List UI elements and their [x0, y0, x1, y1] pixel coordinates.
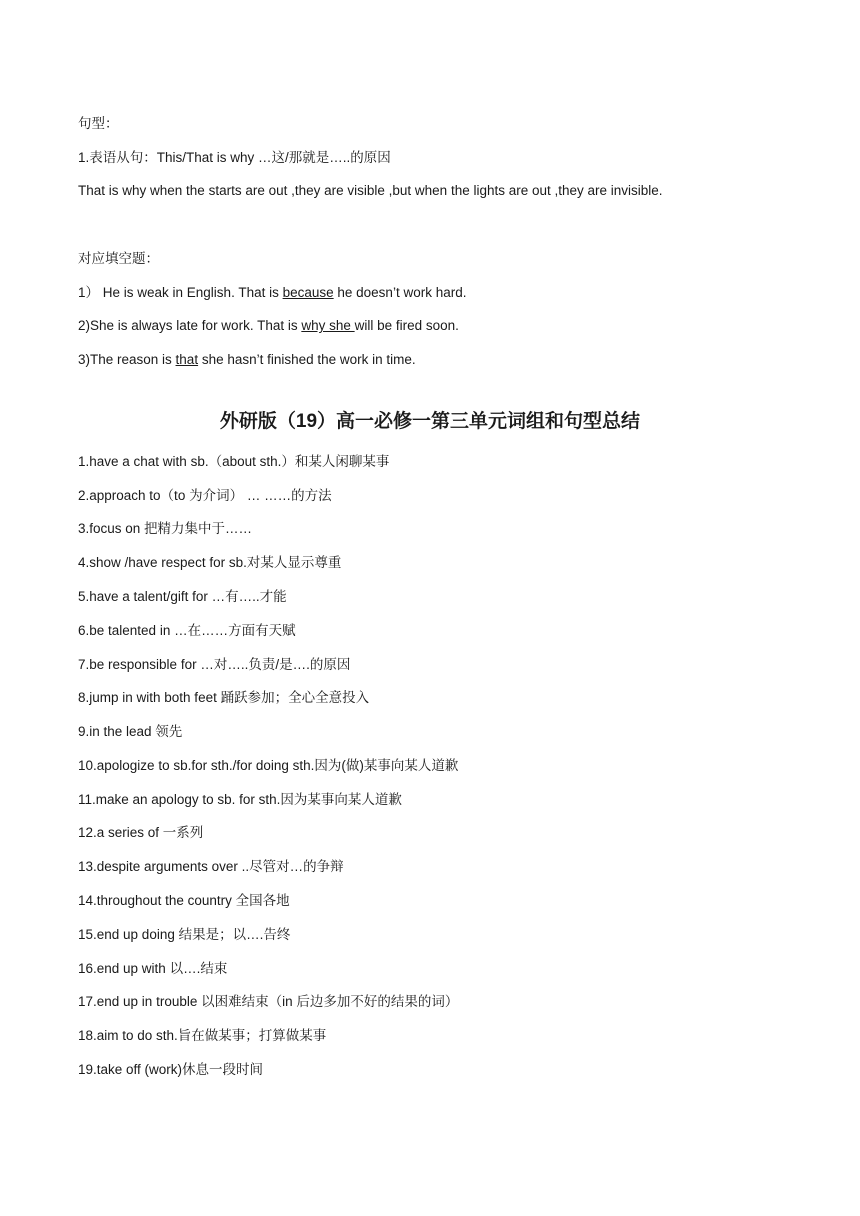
exercise-text: 3)The reason is [78, 352, 176, 367]
exercise-item [78, 317, 459, 335]
phrase-item: 16.end up with 以….结束 [78, 961, 228, 976]
intro-heading: 句型： [78, 116, 119, 131]
phrase-item: 1.have a chat with sb.（about sth.）和某人闲聊某事 [78, 454, 390, 469]
phrase-item: 14.throughout the country 全国各地 [78, 893, 290, 908]
phrase-item: 3.focus on 把精力集中于…… [78, 521, 253, 536]
phrase-item: 9.in the lead 领先 [78, 724, 183, 739]
exercise-text: 1） He is weak in English. That is [78, 285, 283, 300]
exercise-text: she hasn’t finished the work in time. [198, 352, 416, 367]
section-title: 外研版（19）高一必修一第三单元词组和句型总结 [219, 411, 641, 432]
exercise-heading: 对应填空题： [78, 251, 159, 266]
phrase-item: 8.jump in with both feet 踊跃参加；全心全意投入 [78, 690, 370, 705]
phrase-item: 11.make an apology to sb. for sth.因为某事向某人道歉 [78, 792, 402, 807]
intro-pattern: 1.表语从句：This/That is why …这/那就是…..的原因 [78, 150, 391, 165]
exercise-text: will be fired soon. [354, 318, 459, 333]
phrase-item: 4.show /have respect for sb.对某人显示尊重 [78, 555, 342, 570]
exercise-text: he doesn’t work hard. [333, 285, 467, 300]
exercise-text: 2)She is always late for work. That is [78, 318, 302, 333]
exercise-answer: that [175, 352, 199, 367]
exercise-answer: because [282, 285, 334, 300]
phrase-item: 6.be talented in …在……方面有天赋 [78, 623, 296, 638]
phrase-item: 15.end up doing 结果是；以….告终 [78, 927, 291, 942]
intro-example: That is why when the starts are out ,they are visible ,but when the lights are out ,they are invisible. [78, 183, 663, 198]
phrase-item: 2.approach to（to 为介词） … ……的方法 [78, 488, 332, 503]
phrase-item: 5.have a talent/gift for …有…..才能 [78, 589, 287, 604]
phrase-item: 17.end up in trouble 以困难结束（in 后边多加不好的结果的词） [78, 994, 459, 1009]
phrase-item: 12.a series of 一系列 [78, 825, 204, 840]
exercise-item [78, 284, 466, 302]
phrase-item: 10.apologize to sb.for sth./for doing sth.因为(做)某事向某人道歉 [78, 758, 459, 773]
phrase-item: 18.aim to do sth.旨在做某事；打算做某事 [78, 1028, 327, 1043]
phrase-item: 7.be responsible for …对…..负责/是….的原因 [78, 657, 351, 672]
phrase-item: 19.take off (work)休息一段时间 [78, 1062, 264, 1077]
exercise-item [78, 351, 416, 369]
exercise-answer: why she [301, 318, 355, 333]
phrase-item: 13.despite arguments over ..尽管对…的争辩 [78, 859, 344, 874]
